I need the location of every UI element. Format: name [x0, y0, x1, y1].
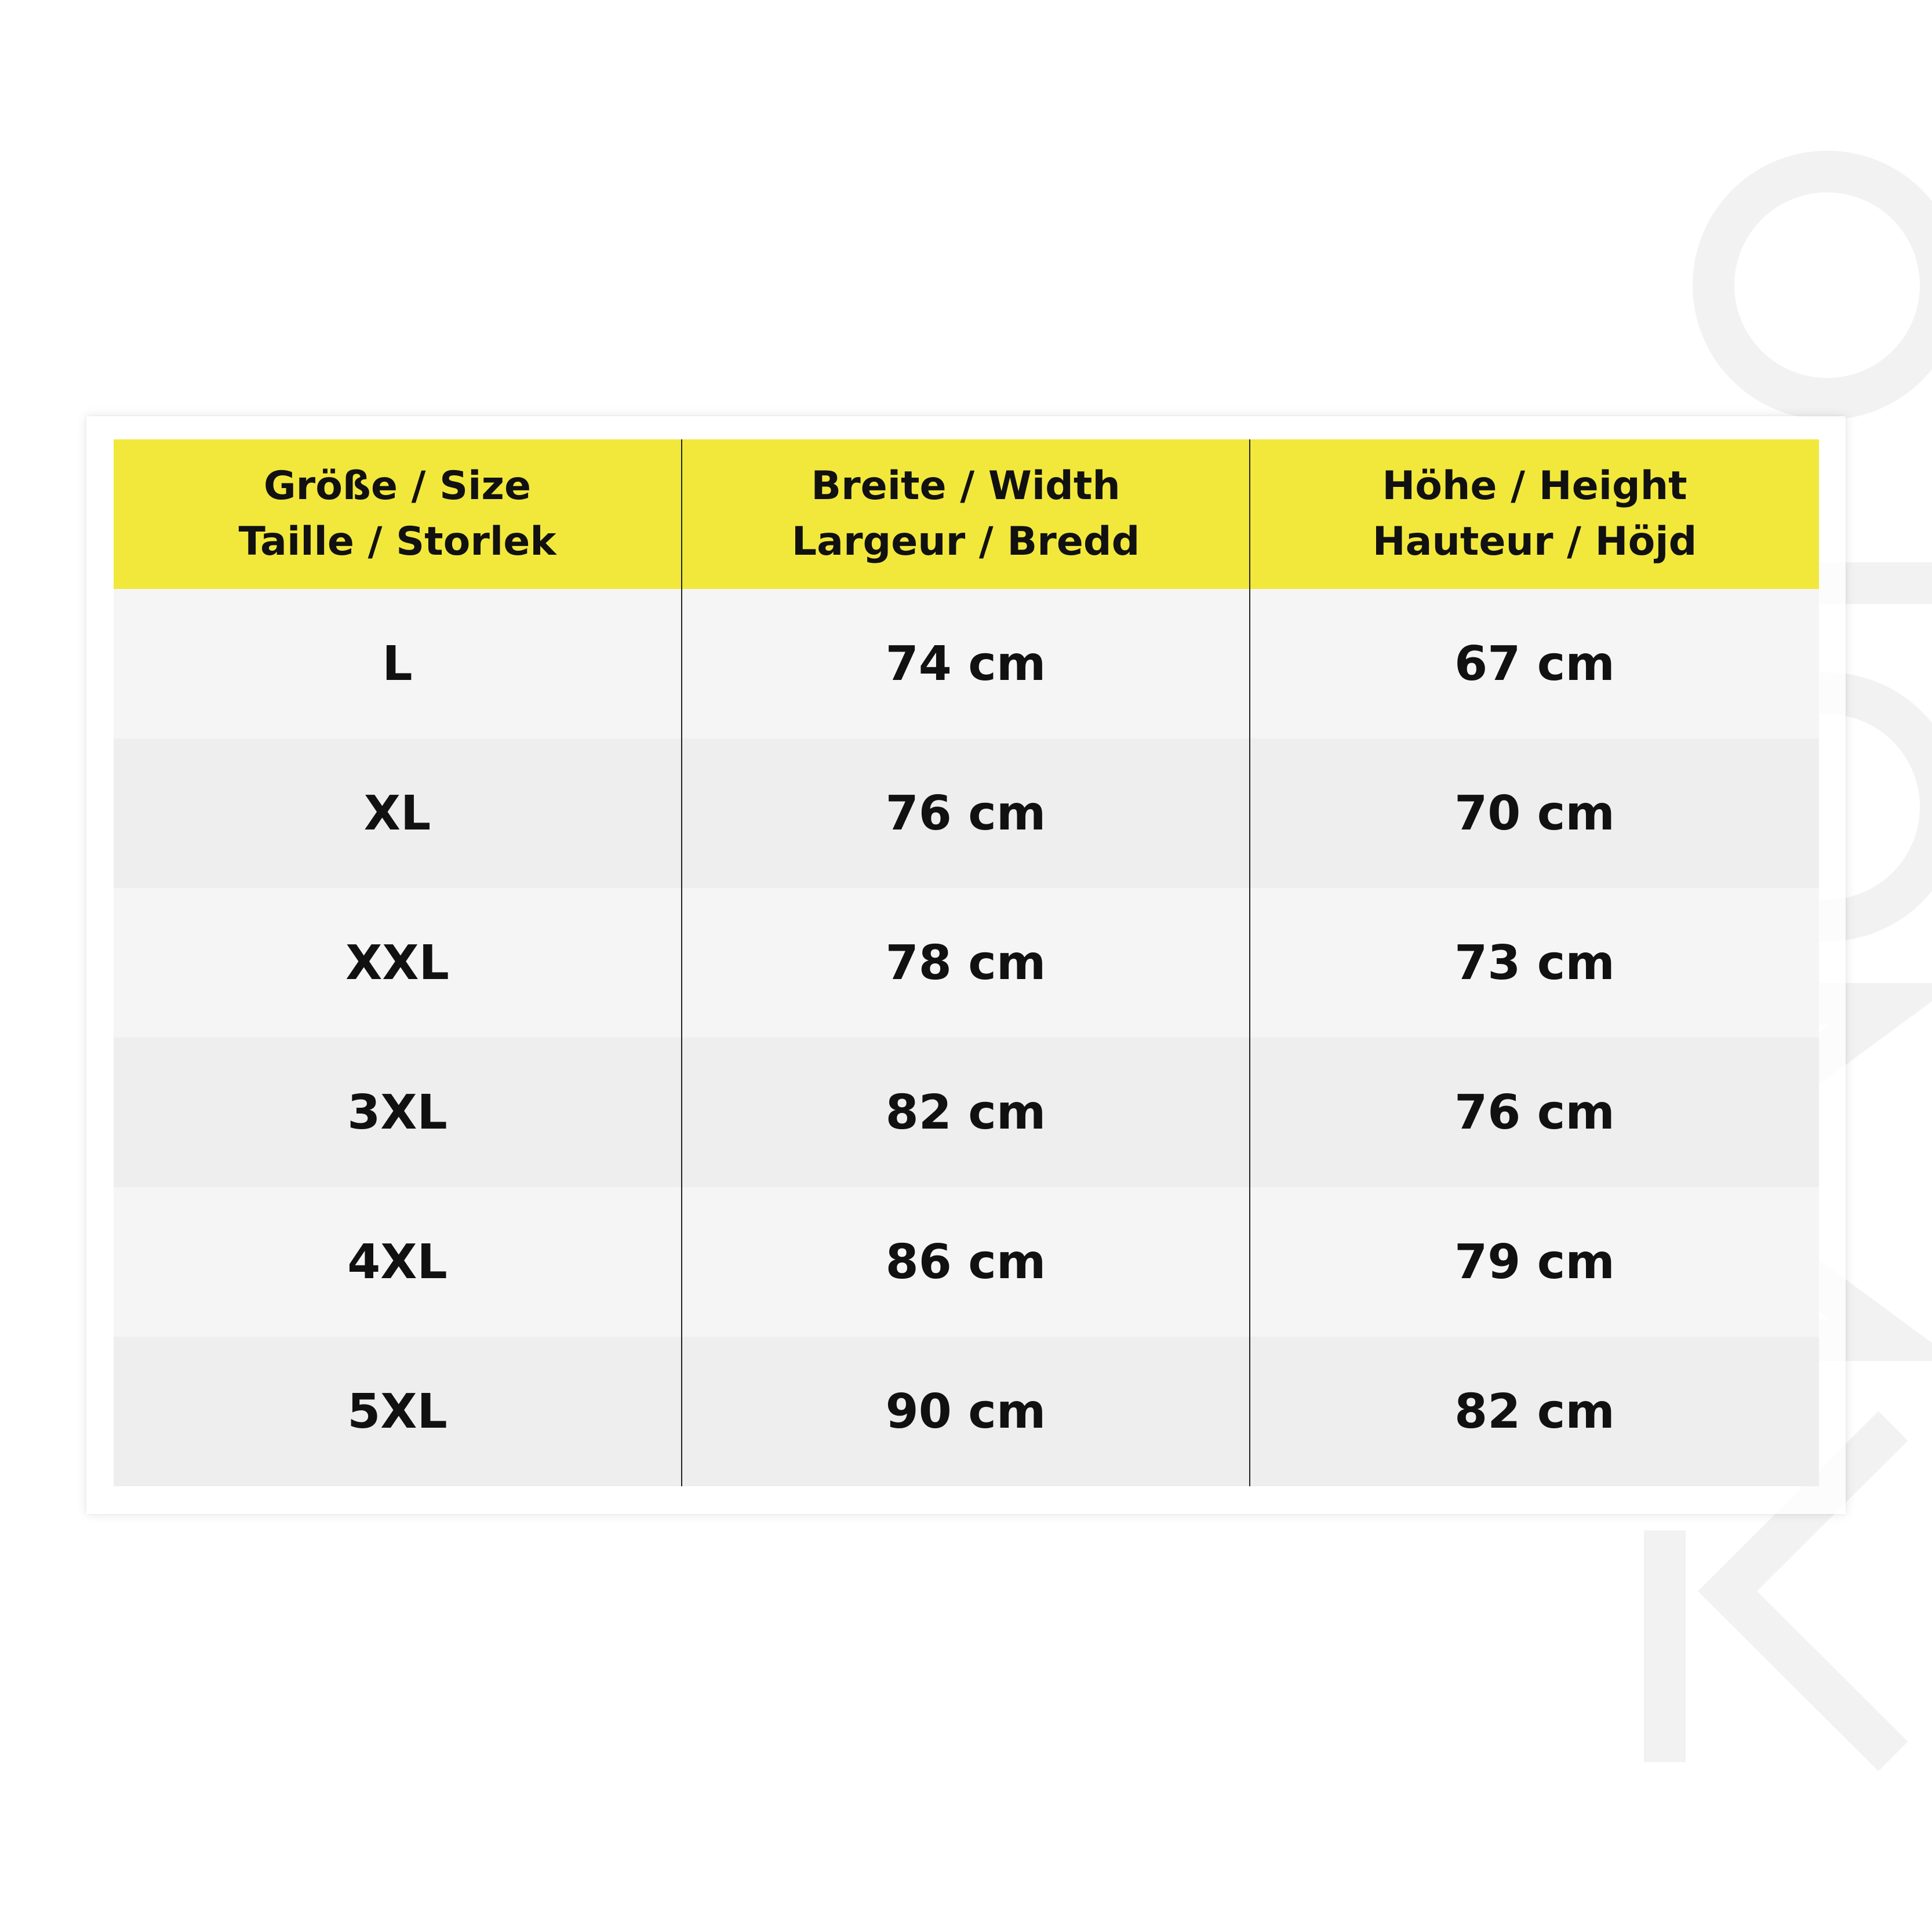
- cell-size: 4XL: [347, 1234, 447, 1290]
- header-size-line2: Taille / Storlek: [238, 519, 556, 565]
- table-row: [114, 1038, 1819, 1187]
- table-row: [114, 589, 1819, 738]
- table-row: [114, 738, 1819, 888]
- cell-size: XXL: [345, 935, 449, 991]
- header-width-line1: Breite / Width: [811, 463, 1120, 509]
- size-chart-card: [86, 416, 1846, 1514]
- cell-height: 76 cm: [1250, 1038, 1819, 1187]
- table-row: [114, 888, 1819, 1038]
- cell-height: 79 cm: [1250, 1187, 1819, 1337]
- cell-width: 86 cm: [682, 1187, 1250, 1337]
- cell-size: L: [382, 636, 413, 692]
- cell-height: 82 cm: [1250, 1337, 1819, 1486]
- cell-height: 70 cm: [1250, 738, 1819, 888]
- header-height: [1250, 439, 1819, 589]
- cell-size: 3XL: [347, 1085, 447, 1140]
- cell-width: 76 cm: [682, 738, 1250, 888]
- cell-width: 82 cm: [682, 1038, 1250, 1187]
- cell-height: 67 cm: [1250, 589, 1819, 738]
- cell-size: 5XL: [347, 1384, 447, 1439]
- cell-width: 78 cm: [682, 888, 1250, 1038]
- table-row: [114, 1187, 1819, 1337]
- cell-size: XL: [363, 785, 431, 841]
- cell-height: 73 cm: [1250, 888, 1819, 1038]
- header-height-line2: Hauteur / Höjd: [1372, 519, 1697, 565]
- cell-width: 74 cm: [682, 589, 1250, 738]
- header-size-line1: Größe / Size: [263, 463, 532, 509]
- table-row: [114, 1337, 1819, 1486]
- cell-width: 90 cm: [682, 1337, 1250, 1486]
- table-header-row: [114, 439, 1819, 589]
- header-width-line2: Largeur / Bredd: [791, 519, 1140, 565]
- header-size: [114, 439, 682, 589]
- header-width: [682, 439, 1250, 589]
- header-height-line1: Höhe / Height: [1382, 463, 1687, 509]
- size-table: [114, 439, 1819, 1486]
